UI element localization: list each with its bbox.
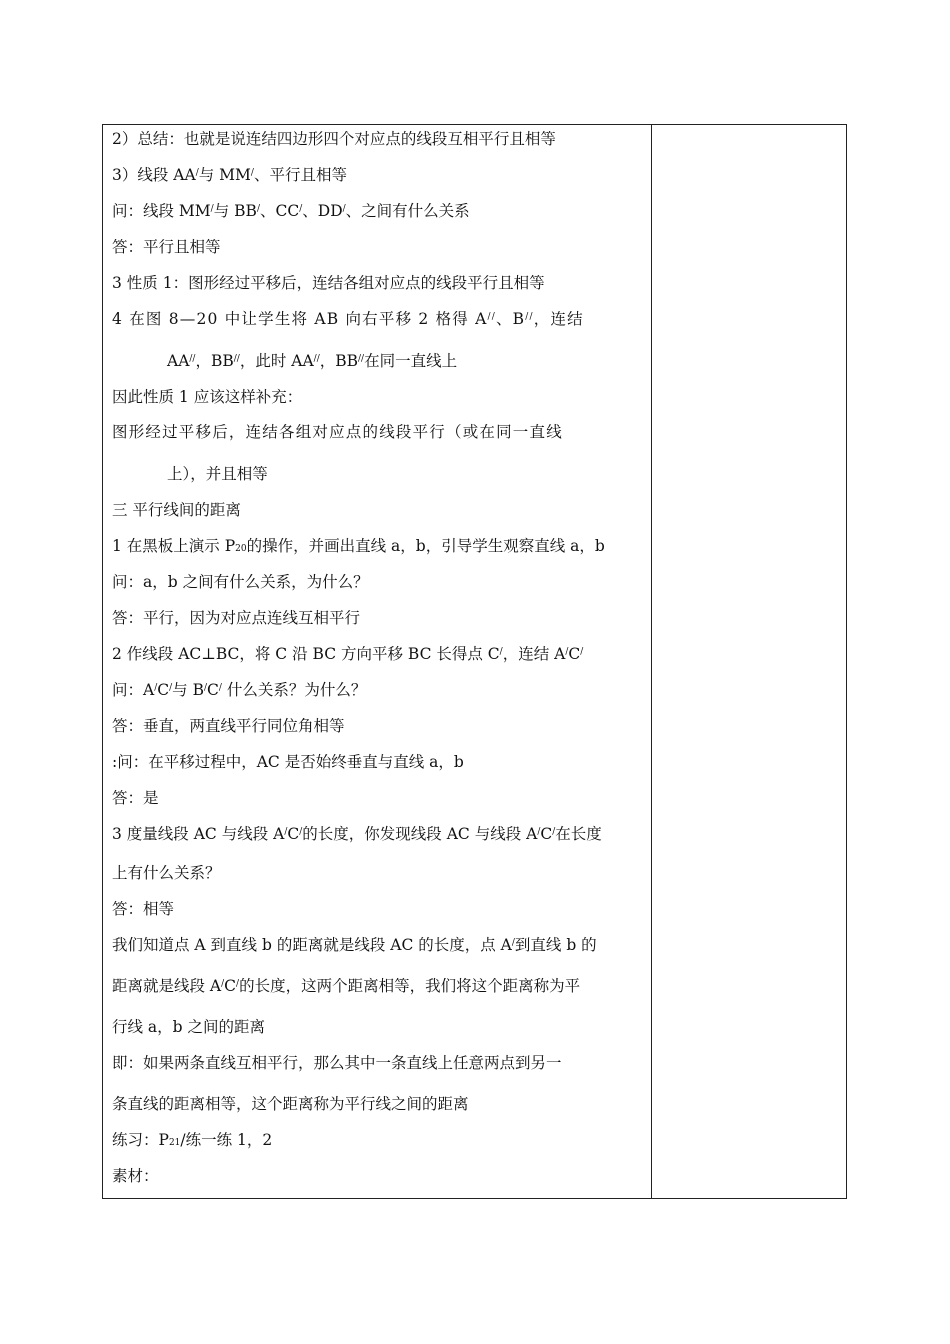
text-line: 因此性质 1 应该这样补充： — [112, 388, 303, 406]
text-line: 图形经过平移后，连结各组对应点的线段平行（或在同一直线 — [112, 423, 563, 441]
step-line: 4 在图 8—20 中让学生将 AB 向右平移 2 格得 A//、B//，连结 — [112, 310, 584, 328]
answer-line: 答：平行且相等 — [112, 238, 221, 256]
notes-column — [653, 125, 846, 1198]
definition-line: 条直线的距离相等，这个距离称为平行线之间的距离 — [112, 1095, 469, 1113]
text-line: 上有什么关系？ — [112, 864, 221, 882]
answer-line: 答：相等 — [112, 900, 175, 918]
step-continuation: AA//，BB//，此时 AA//，BB//在同一直线上 — [167, 352, 458, 370]
answer-line: 答：是 — [112, 789, 159, 807]
text-line: 2 作线段 AC⊥BC，将 C 沿 BC 方向平移 BC 长得点 C/，连结 A/C/ — [112, 645, 584, 663]
text-line: 3 度量线段 AC 与线段 A/C/的长度，你发现线段 AC 与线段 A/C/在长度 — [112, 825, 602, 843]
segment-line: 3）线段 AA/与 MM/、平行且相等 — [112, 166, 347, 184]
text-line: 距离就是线段 A/C/的长度，这两个距离相等，我们将这个距离称为平 — [112, 977, 581, 995]
question-line: 问：线段 MM/与 BB/、CC/、DD/、之间有什么关系 — [112, 202, 470, 220]
materials-line: 素材： — [112, 1167, 159, 1185]
answer-line: 答：平行，因为对应点连线互相平行 — [112, 609, 361, 627]
text-line: 上），并且相等 — [167, 465, 268, 483]
summary-line: 2）总结：也就是说连结四边形四个对应点的线段互相平行且相等 — [112, 130, 556, 148]
question-line: 问：a，b 之间有什么关系，为什么？ — [112, 573, 369, 591]
property-line: 3 性质 1：图形经过平移后，连结各组对应点的线段平行且相等 — [112, 274, 545, 292]
question-line: 问：A/C/与 B/C/ 什么关系？为什么？ — [112, 681, 367, 699]
question-line: :问：在平移过程中，AC 是否始终垂直与直线 a，b — [112, 753, 464, 771]
column-divider — [651, 125, 652, 1198]
text-line: 我们知道点 A 到直线 b 的距离就是线段 AC 的长度，点 A/到直线 b 的 — [112, 936, 597, 954]
lesson-table — [102, 124, 847, 1199]
definition-line: 即：如果两条直线互相平行，那么其中一条直线上任意两点到另一 — [112, 1054, 562, 1072]
text-line: 行线 a，b 之间的距离 — [112, 1018, 266, 1036]
exercise-line: 练习：P21/练一练 1，2 — [112, 1131, 273, 1149]
section-heading: 三 平行线间的距离 — [112, 501, 241, 519]
text-line: 1 在黑板上演示 P20的操作，并画出直线 a，b，引导学生观察直线 a，b — [112, 537, 605, 555]
answer-line: 答：垂直，两直线平行同位角相等 — [112, 717, 345, 735]
